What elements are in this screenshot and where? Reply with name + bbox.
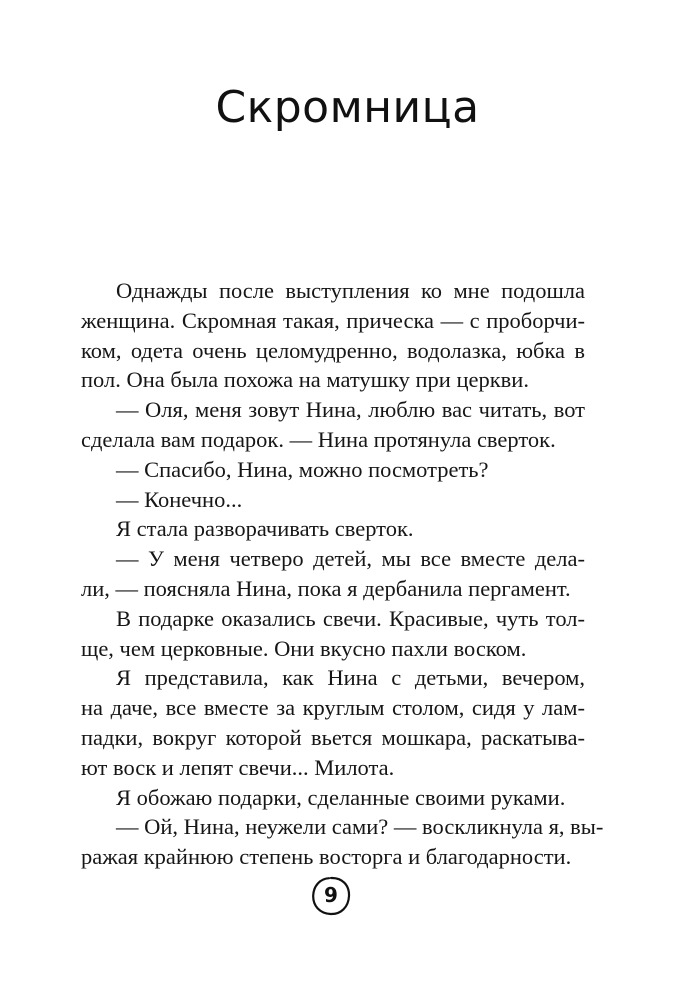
text-line: — Конечно... <box>116 486 243 512</box>
text-line: на даче, все вместе за круглым столом, сидя у лам- <box>81 695 585 721</box>
text-line: Однажды после выступления ко мне подошла <box>116 278 585 303</box>
page-number-label: 9 <box>324 883 338 907</box>
text-line: падки, вокруг которой вьется мошкара, раскатыва- <box>81 724 585 750</box>
text-line: ражая крайнюю степень восторга и благодарности. <box>81 844 572 870</box>
text-line: Я стала разворачивать сверток. <box>116 516 414 542</box>
chapter-title: Скромница <box>215 82 480 133</box>
text-line: ком, одета очень целомудренно, водолазка, юбка в <box>81 337 585 363</box>
text-line: пол. Она была похожа на матушку при церкви. <box>81 367 529 393</box>
text-line: В подарке оказались свечи. Красивые, чуть тол- <box>116 605 585 631</box>
text-line: — Оля, меня зовут Нина, люблю вас читать, вот <box>116 397 585 423</box>
text-line: — У меня четверо детей, мы все вместе дела- <box>116 546 585 572</box>
chapter-body <box>81 276 604 872</box>
text-line: — Ой, Нина, неужели сами? — воскликнула я, вы- <box>116 814 604 840</box>
text-line: сделала вам подарок. — Нина протянула сверток. <box>81 426 556 452</box>
text-line: женщина. Скромная такая, прическа — с проборчи- <box>81 307 585 333</box>
text-line: — Спасибо, Нина, можно посмотреть? <box>116 456 489 482</box>
text-line: ще, чем церковные. Они вкусно пахли воском. <box>81 635 527 661</box>
text-line: Я обожаю подарки, сделанные своими руками. <box>116 784 566 810</box>
text-line: ют воск и лепят свечи... Милота. <box>81 754 395 780</box>
text-line: Я представила, как Нина с детьми, вечером, <box>116 665 585 691</box>
page-number <box>309 874 353 918</box>
text-line: ли, — поясняла Нина, пока я дербанила пергамент. <box>81 575 571 601</box>
